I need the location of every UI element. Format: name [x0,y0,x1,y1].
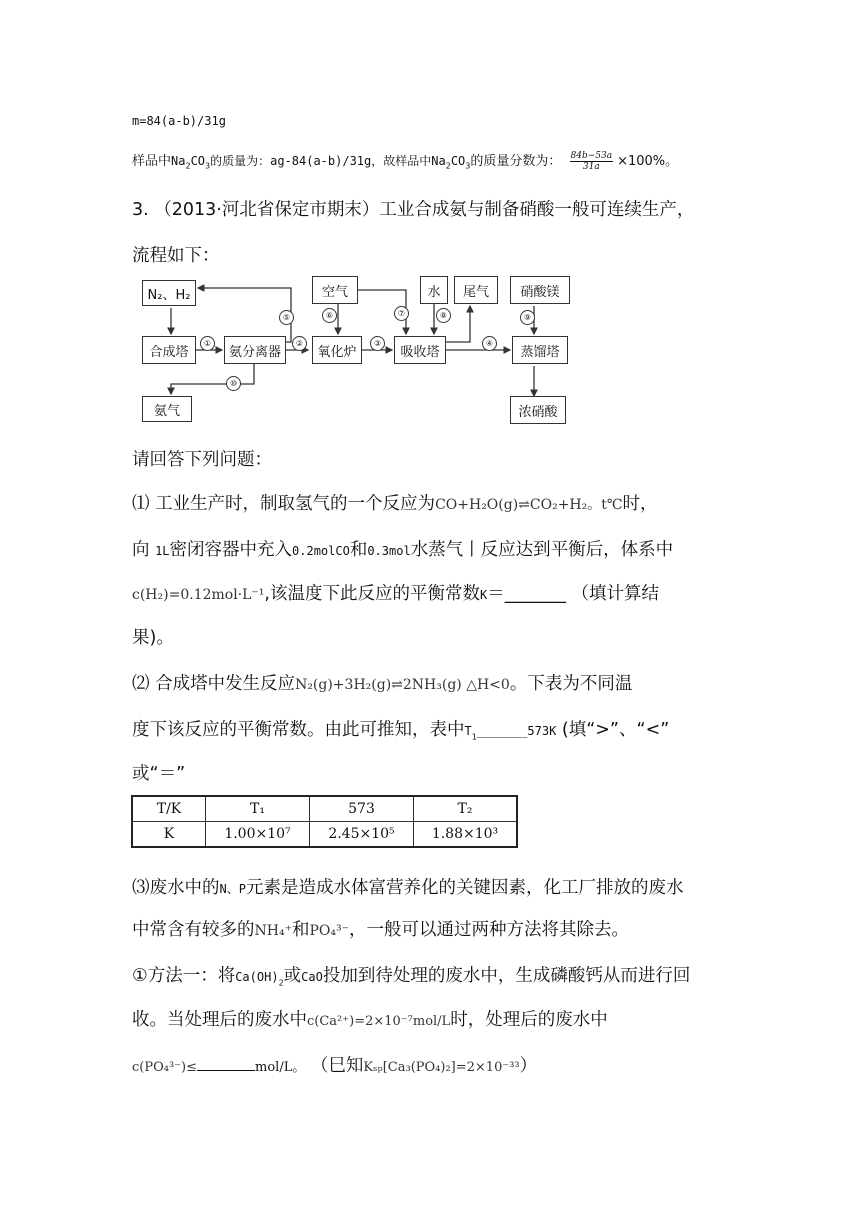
part-3-line-3 [132,962,690,988]
step-6-marker: ⑥ [322,308,337,323]
subscript: 2 [278,978,284,988]
part-2-line-2 [132,716,669,742]
equation-phosphate-concentration: c(PO₄³⁻)≤ [132,1060,198,1075]
question-3-title-line-1: 3. （2013·河北省保定市期末）工业合成氨与制备硝酸一般可连续生产， [132,200,695,220]
solution-line-2 [132,150,678,172]
table-row [132,796,517,822]
process-flow-diagram [136,276,576,426]
table-cell: 1.00×10⁷ [206,822,310,848]
table-cell: 2.45×10⁵ [310,822,414,848]
step-2-marker: ② [292,336,307,351]
formula-co: CO [190,154,206,168]
equation-ammonia-synthesis: N₂(g)+3H₂(g)⇌2NH₃(g) △H<0 [295,677,510,693]
equation-calcium-concentration: c(Ca²⁺)=2×10⁻⁷mol/L [307,1014,451,1029]
box-ammonia: 氨气 [142,396,192,422]
table-row [132,822,517,848]
step-4-marker: ④ [482,336,497,351]
box-ammonia-separator: 氨分离器 [224,336,286,364]
part-1-line-3 [132,580,659,605]
fraction-denominator: 31a [582,162,600,172]
part-2-line-1 [132,670,632,695]
step-7-marker: ⑦ [394,306,409,321]
text-fragment: 密闭容器中充入 [169,540,293,560]
answer-blank-text: ＝_______ （填计算结 [487,584,660,604]
text-fragment: 或 [283,966,302,986]
box-absorption-tower: 吸收塔 [394,336,446,364]
text-fragment: 元素是造成水体富营养化的关键因素，化工厂排放的废水 [245,878,684,898]
table-header-cell: T/K [132,796,206,822]
subscript: 2 [185,161,191,171]
text-fragment: ,该温度下此反应的平衡常数 [264,584,480,604]
text-fragment: 和 [349,540,368,560]
text-fragment: 时， [622,494,658,514]
subscript: 3 [465,161,471,171]
question-3-title-line-2: 流程如下： [132,246,220,266]
table-cell: 1.88×10³ [414,822,518,848]
part-3-line-5 [132,1052,537,1077]
formula-co: CO [450,154,466,168]
elements-n-p: N、P [219,882,246,896]
text-fragment: ⑴ 工业生产时，制取氢气的一个反应为 [132,494,436,514]
text-fragment: ⑵ 合成塔中发生反应 [132,674,296,694]
solution-line-1: m=84(a-b)/31g [132,114,226,128]
text-fragment: 度下该反应的平衡常数。由此可推知，表中 [132,720,465,740]
unit-text: mol/L。 [255,1060,306,1075]
part-1-line-4: 果)。 [132,628,174,648]
step-9-marker: ⑨ [520,310,535,325]
co-amount: 0.2molCO [292,544,350,558]
temperature-value: 573K [527,724,557,738]
box-concentrated-nitric-acid: 浓硝酸 [510,396,566,424]
text-fragment: ，一般可以通过两种方法将其除去。 [348,920,629,940]
step-8-marker: ⑧ [436,308,451,323]
text-fragment: 向 [132,540,156,560]
fraction [570,151,614,172]
water-amount: 0.3mol [367,544,411,558]
text-fragment: (填“>”、“<” [556,720,670,740]
box-air: 空气 [312,276,358,304]
part-3-line-1 [132,874,683,899]
part-1-line-2 [132,536,673,561]
text-fragment: （巳知 [310,1056,364,1076]
fraction-numerator: 84b−53a [570,151,613,161]
table-header-cell: T₂ [414,796,518,822]
formula-calcium-oxide: CaO [301,970,323,984]
text-fragment: ×100%。 [617,154,679,169]
ion-ammonium: NH₄⁺ [254,923,292,939]
table-header-cell: 573 [310,796,414,822]
formula-na: Na [171,154,186,168]
equation-solubility-product: Kₛₚ[Ca₃(PO₄)₂]=2×10⁻³³ [363,1060,520,1075]
text-fragment: ①方法一：将 [132,966,236,986]
formula-na: Na [431,154,446,168]
ion-phosphate: PO₄³⁻ [309,923,349,939]
answer-blank[interactable] [197,1056,255,1071]
text-fragment: 的质量为：ag-84(a-b)/31g，故样品中 [210,154,432,168]
step-10-marker: ⑩ [226,376,241,391]
part-3-line-4 [132,1006,608,1031]
constant-symbol: K [479,588,488,602]
box-distillation-tower: 蒸馏塔 [512,336,568,364]
text-fragment: 。下表为不同温 [509,674,633,694]
text-fragment: 水蒸气丨反应达到平衡后，体系中 [410,540,674,560]
box-n2-h2: N₂、H₂ [142,280,196,306]
temperature-symbol: T [464,724,472,738]
text-fragment: 的质量分数为： [470,154,562,169]
box-water: 水 [420,276,448,304]
equilibrium-constant-table [131,795,518,848]
subscript: 1 [471,732,477,742]
text-fragment: ） [519,1056,538,1076]
table-header-cell: T₁ [206,796,310,822]
text-fragment: 样品中 [132,154,172,169]
table-cell: K [132,822,206,848]
step-1-marker: ① [200,336,215,351]
text-fragment: 投加到待处理的废水中，生成磷酸钙从而进行回 [322,966,691,986]
part-1-line-1 [132,490,658,515]
equation-water-gas-shift: CO+H₂O(g)⇌CO₂+H₂。t℃ [435,497,623,513]
volume-value: 1L [155,544,170,558]
part-3-line-2 [132,916,629,941]
step-3-marker: ③ [370,336,385,351]
text-fragment: 时，处理后的废水中 [450,1010,608,1030]
box-tail-gas: 尾气 [454,276,498,304]
answer-prompt: 请回答下列问题： [132,450,272,470]
subscript: 3 [205,161,211,171]
answer-blank: _______ [476,724,528,738]
part-2-line-3: 或“＝” [132,764,186,784]
text-fragment: 中常含有较多的 [132,920,255,940]
text-fragment: ⑶废水中的 [132,878,220,898]
equation-h2-concentration: c(H₂)=0.12mol·L⁻¹ [132,587,265,603]
step-5-marker: ⑤ [279,310,294,325]
text-fragment: 收。当处理后的废水中 [132,1010,307,1030]
box-synthesis-tower: 合成塔 [142,336,196,364]
text-fragment: 和 [291,920,310,940]
formula-calcium-hydroxide: Ca(OH) [235,970,279,984]
box-oxidation-furnace: 氧化炉 [312,336,362,364]
subscript: 2 [445,161,451,171]
box-magnesium-nitrate: 硝酸镁 [510,276,570,304]
